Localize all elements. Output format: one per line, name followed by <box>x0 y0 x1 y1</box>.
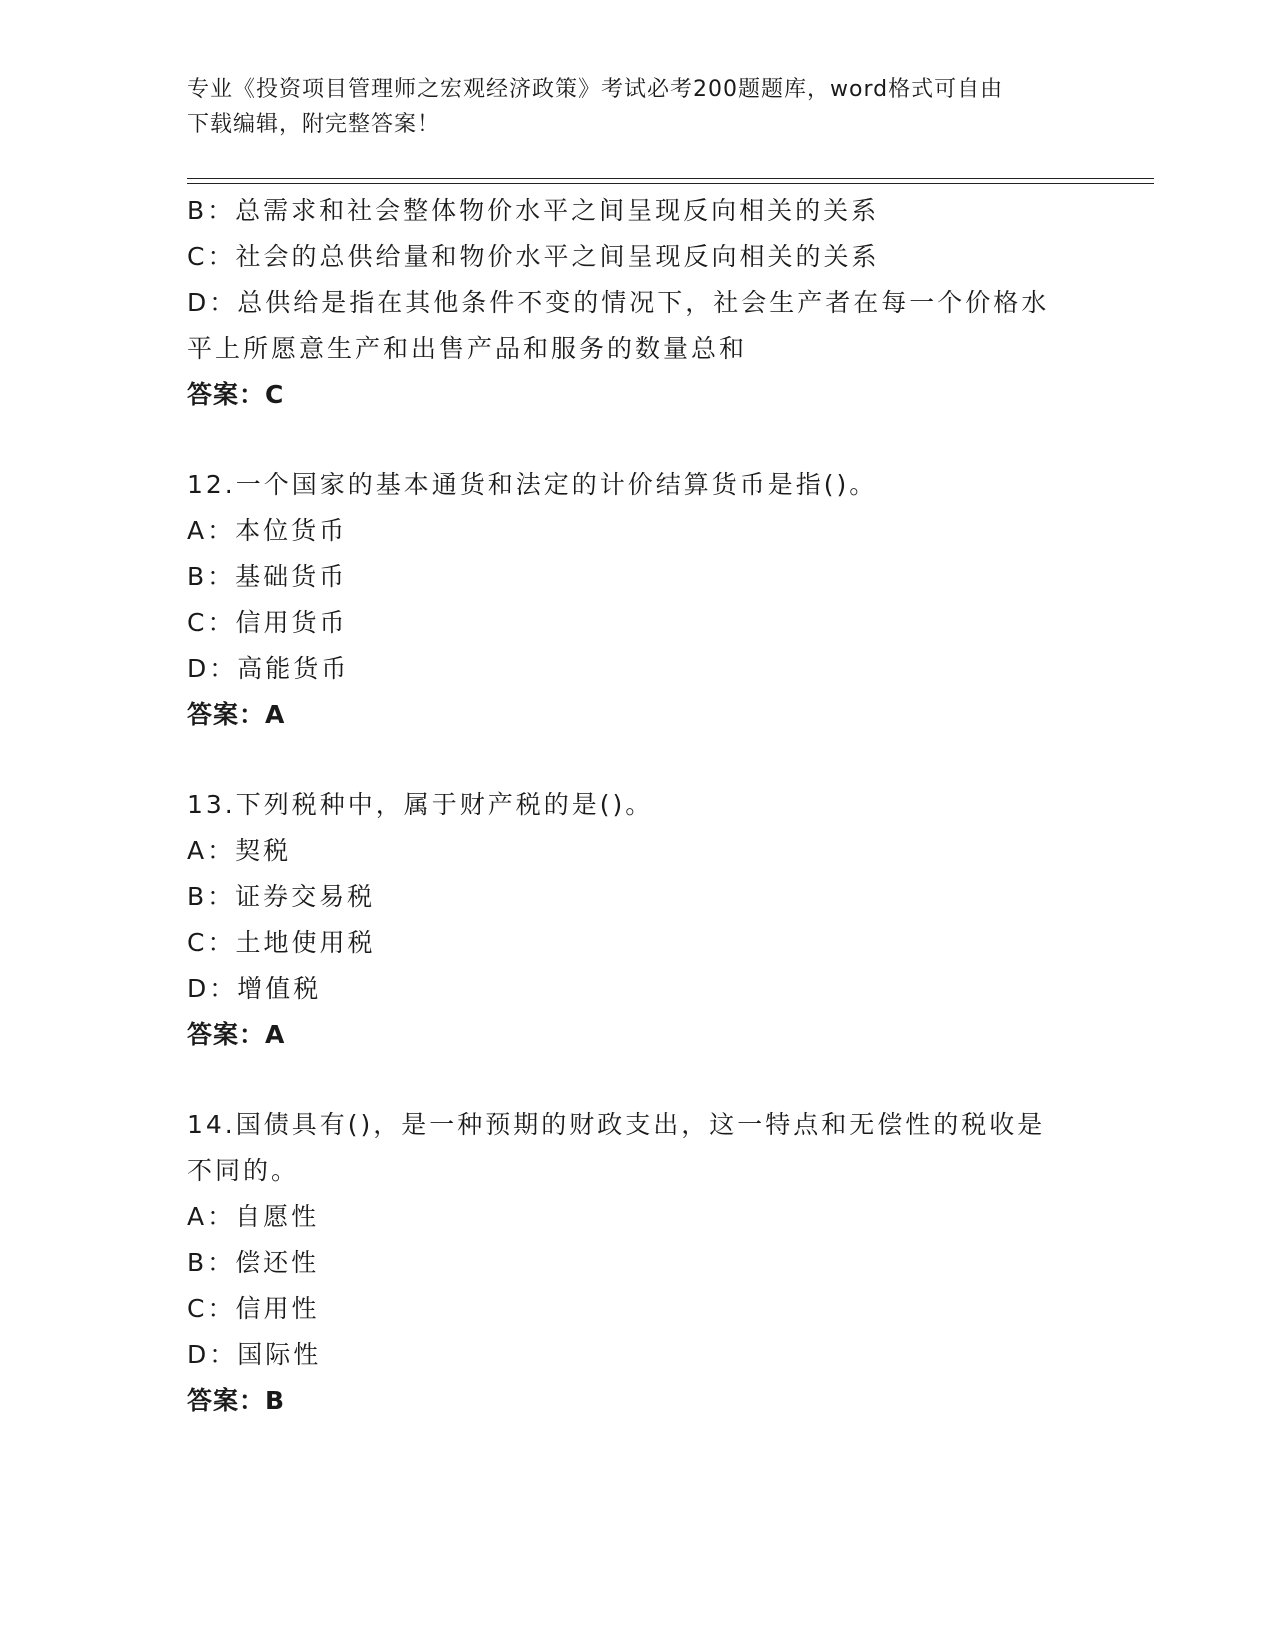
answer: 答案：B <box>187 1386 286 1415</box>
question-12 <box>187 462 1087 738</box>
option-d: D：高能货币 <box>187 654 350 683</box>
option-a: A：本位货币 <box>187 516 348 545</box>
question-13 <box>187 782 1087 1058</box>
option-b: B：偿还性 <box>187 1248 320 1277</box>
option-b: B：基础货币 <box>187 562 348 591</box>
option-d: D：国际性 <box>187 1340 322 1369</box>
question-11 <box>187 188 1087 418</box>
option-c: C：社会的总供给量和物价水平之间呈现反向相关的关系 <box>187 242 880 271</box>
question-14 <box>187 1102 1087 1424</box>
header-divider-bottom <box>187 183 1154 184</box>
question-text-line2: 不同的。 <box>187 1156 300 1185</box>
option-d: D：增值税 <box>187 974 322 1003</box>
answer: 答案：C <box>187 380 285 409</box>
answer: 答案：A <box>187 700 286 729</box>
question-text-line1: 14.国债具有()，是一种预期的财政支出，这一特点和无偿性的税收是 <box>187 1110 1046 1139</box>
header-title-line2: 下载编辑，附完整答案！ <box>187 112 441 137</box>
option-b: B：证券交易税 <box>187 882 376 911</box>
option-d-line1: D：总供给是指在其他条件不变的情况下，社会生产者在每一个价格水 <box>187 288 1050 317</box>
question-list <box>187 188 1087 1424</box>
header-divider-top <box>187 178 1154 179</box>
option-c: C：信用货币 <box>187 608 348 637</box>
option-d-line2: 平上所愿意生产和出售产品和服务的数量总和 <box>187 334 748 363</box>
question-text: 12.一个国家的基本通货和法定的计价结算货币是指()。 <box>187 470 878 499</box>
answer: 答案：A <box>187 1020 286 1049</box>
option-a: A：自愿性 <box>187 1202 320 1231</box>
option-c: C：土地使用税 <box>187 928 376 957</box>
option-b: B：总需求和社会整体物价水平之间呈现反向相关的关系 <box>187 196 880 225</box>
option-a: A：契税 <box>187 836 292 865</box>
document-header <box>187 72 1067 142</box>
option-c: C：信用性 <box>187 1294 320 1323</box>
question-text: 13.下列税种中，属于财产税的是()。 <box>187 790 654 819</box>
header-title-line1: 专业《投资项目管理师之宏观经济政策》考试必考200题题库，word格式可自由 <box>187 77 1004 102</box>
